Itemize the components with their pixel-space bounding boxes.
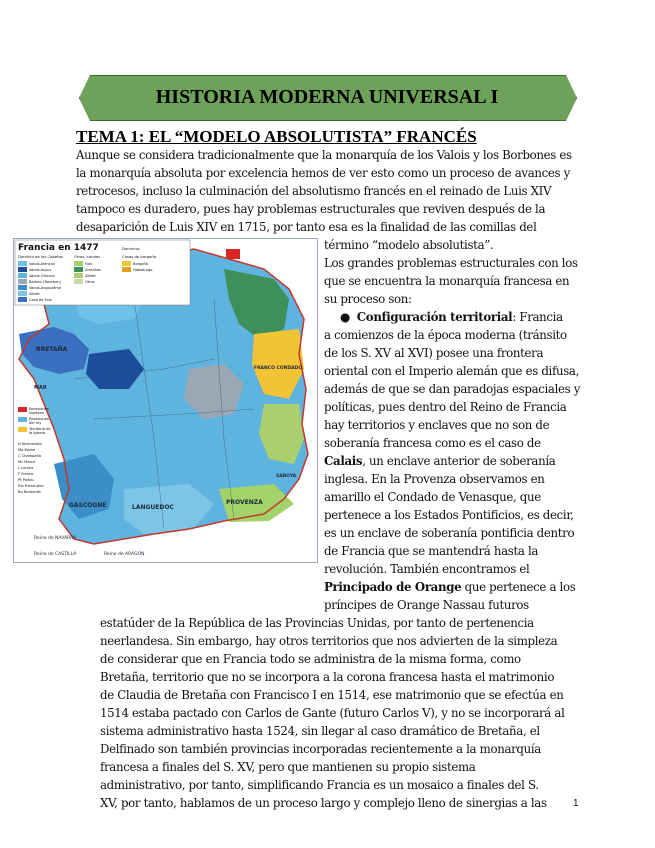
map-legend-item: Habsburgo — [133, 268, 153, 272]
paragraph-line: hay territorios y enclaves que no son de — [324, 418, 550, 432]
paragraph-line: es un enclave de soberanía pontificia dentro — [324, 526, 575, 540]
map-legend-item: Foix — [85, 262, 93, 266]
paragraph-line: a comienzos de la época moderna (tránsito — [324, 328, 567, 342]
map-graphic — [14, 239, 317, 562]
map-region-label: Reino de NAVARRA — [34, 536, 77, 541]
map-legend-item: del rey — [29, 421, 42, 425]
map-region-label: Reino de ARAGÓN — [104, 552, 145, 557]
paragraph-line: soberanía francesa como es el caso de — [324, 436, 541, 450]
map-abbrev: N Normandía — [18, 442, 42, 446]
map-legend-item: Valois-Alençon — [29, 262, 56, 266]
paragraph-line: 1514 estaba pactado con Carlos de Gante (futuro Carlos V), y no se incorporará al — [100, 706, 565, 720]
map-region-label: BRETAÑA — [36, 346, 68, 353]
map-legend-item: Valois-Orleans — [29, 274, 55, 278]
map-legend-item: Albret — [85, 274, 96, 278]
paragraph-line: francesa a finales del S. XV, pero que mantienen su propio sistema — [100, 760, 476, 774]
map-legend-item: Armañac — [85, 268, 102, 272]
paragraph-line: Delfinado son también provincias incorporadas recientemente a la monarquía — [100, 742, 541, 756]
map-legend-item: inglesas — [29, 411, 44, 415]
map-france-1477 — [13, 238, 318, 563]
paragraph-line: Bretaña, territorio que no se incorpora a la corona francesa hasta el matrimonio — [100, 670, 555, 684]
map-legend-item: Borbón (Bourbon) — [29, 280, 62, 284]
map-legend-header: Dominio de los Capetos — [18, 254, 64, 259]
map-legend-header: Casas de borgoña — [122, 254, 157, 259]
paragraph-line: desaparición de Luis XIV en 1715, por tanto esa es la finalidad de las comillas del — [76, 220, 537, 234]
paragraph-line: administrativo, por tanto, simplificando Francia es un mosaico a finales del S. — [100, 778, 539, 792]
map-region-label: Reino de CASTILLA — [34, 552, 77, 557]
paragraph-line: retrocesos, incluso la culminación del absolutismo francés en el reinado de Luis XIV — [76, 184, 552, 198]
paragraph-line: neerlandesa. Sin embargo, hay otros territorios que nos advierten de la simpleza — [100, 634, 558, 648]
calais-term: Calais — [324, 454, 363, 468]
paragraph-line — [324, 578, 575, 596]
map-legend-item: Casa de Foix — [29, 298, 52, 302]
paragraph-line: príncipes de Orange Nassau futuros — [324, 598, 529, 612]
map-abbrev: Bo Borbonés — [18, 490, 41, 494]
paragraph-line: sistema administrativo hasta 1524, sin llegar al caso dramático de Bretaña, el — [100, 724, 540, 738]
map-title: Francia en 1477 — [18, 243, 99, 253]
map-legend-item: la Iglesia — [29, 431, 45, 435]
map-legend-item: Valois-Anjou — [29, 268, 51, 272]
paragraph-line: además de que se dan paradojas espaciales y — [324, 382, 581, 396]
paragraph-line: estatúder de la República de las Provincias Unidas, por tanto de pertenencia — [100, 616, 534, 630]
paragraph-line: de considerar que en Francia todo se administra de la misma forma, como — [100, 652, 521, 666]
map-legend-item: Borgoña — [133, 262, 149, 266]
map-legend-item: Otros — [85, 280, 95, 284]
paragraph-line: Los grandes problemas estructurales con los — [324, 256, 578, 270]
map-abbrev: Pt Poitou — [18, 478, 34, 482]
paragraph-line: término “modelo absolutista”. — [324, 238, 494, 252]
paragraph-line: XV, por tanto, hablamos de un proceso largo y complejo lleno de sinergias a las — [100, 796, 547, 810]
map-abbrev: Mo Maine — [18, 448, 36, 452]
map-region-label: PROVENZA — [226, 499, 263, 506]
map-abbrev: Ext Extranjero — [18, 484, 44, 488]
map-region-label: GASCOGNE — [69, 502, 107, 509]
paragraph-line: de los S. XV al XVI) posee una frontera — [324, 346, 544, 360]
paragraph-line: inglesa. En la Provenza observamos en — [324, 472, 545, 486]
map-legend-item: Posesiones — [29, 407, 49, 411]
bullet-rest: : Francia — [512, 310, 563, 324]
paragraph-line: amarillo el Condado de Venasque, que — [324, 490, 541, 504]
document-title: HISTORIA MODERNA UNIVERSAL I — [155, 86, 499, 108]
orange-term: Principado de Orange — [324, 580, 462, 594]
paragraph-line: la monarquía absoluta por excelencia hemos de ver esto como un proceso de avances y — [76, 166, 570, 180]
paragraph-line: políticas, pues dentro del Reino de Francia — [324, 400, 567, 414]
map-region-label: LANGUEDOC — [132, 504, 174, 511]
map-abbrev: F Franco — [18, 472, 34, 476]
map-abbrev: Mc Marca — [18, 460, 36, 464]
paragraph-line: tampoco es duradero, pues hay problemas estructurales que reviven después de la — [76, 202, 546, 216]
paragraph-line: de Claudia de Bretaña con Francisco I en 1514, ese matrimonio que se efectúa en — [100, 688, 564, 702]
map-legend-item: Territorio de — [29, 427, 51, 431]
paragraph-line — [324, 452, 555, 470]
map-abbrev: L Lorena — [18, 466, 34, 470]
bullet-icon: ● — [340, 310, 350, 324]
bullet-line — [340, 308, 563, 326]
map-legend-header: Otros, condes — [74, 254, 101, 259]
paragraph-line: que se encuentra la monarquía francesa en — [324, 274, 570, 288]
map-legend-header: Dominios — [122, 246, 140, 251]
map-region-label: MAR — [34, 385, 47, 391]
paragraph-line: pertenece a los Estados Pontificios, es decir, — [324, 508, 574, 522]
map-legend-item: Posesiones — [29, 417, 49, 421]
map-region-label: FRANCO CONDADO — [254, 366, 303, 371]
map-legend-item: Valois-Angoulême — [29, 286, 62, 290]
paragraph-line: oriental con el Imperio alemán que es difusa, — [324, 364, 579, 378]
map-abbrev: C Champaña — [18, 454, 42, 458]
page-number: 1 — [573, 798, 579, 809]
map-legend-item: Albret — [29, 292, 40, 296]
bullet-term: Configuración territorial — [356, 310, 513, 324]
paragraph-line: revolución. También encontramos el — [324, 562, 530, 576]
paragraph-line: su proceso son: — [324, 292, 412, 306]
section-heading: TEMA 1: EL “MODELO ABSOLUTISTA” FRANCÉS — [76, 127, 477, 146]
comma: , — [362, 454, 366, 468]
map-region-label: SABOYA — [276, 474, 297, 479]
calais-rest: un enclave anterior de soberanía — [369, 454, 556, 468]
orange-rest: que pertenece a los — [464, 580, 576, 594]
paragraph-line: de Francia que se mantendrá hasta la — [324, 544, 539, 558]
paragraph-line: Aunque se considera tradicionalmente que la monarquía de los Valois y los Borbones es — [76, 148, 572, 162]
